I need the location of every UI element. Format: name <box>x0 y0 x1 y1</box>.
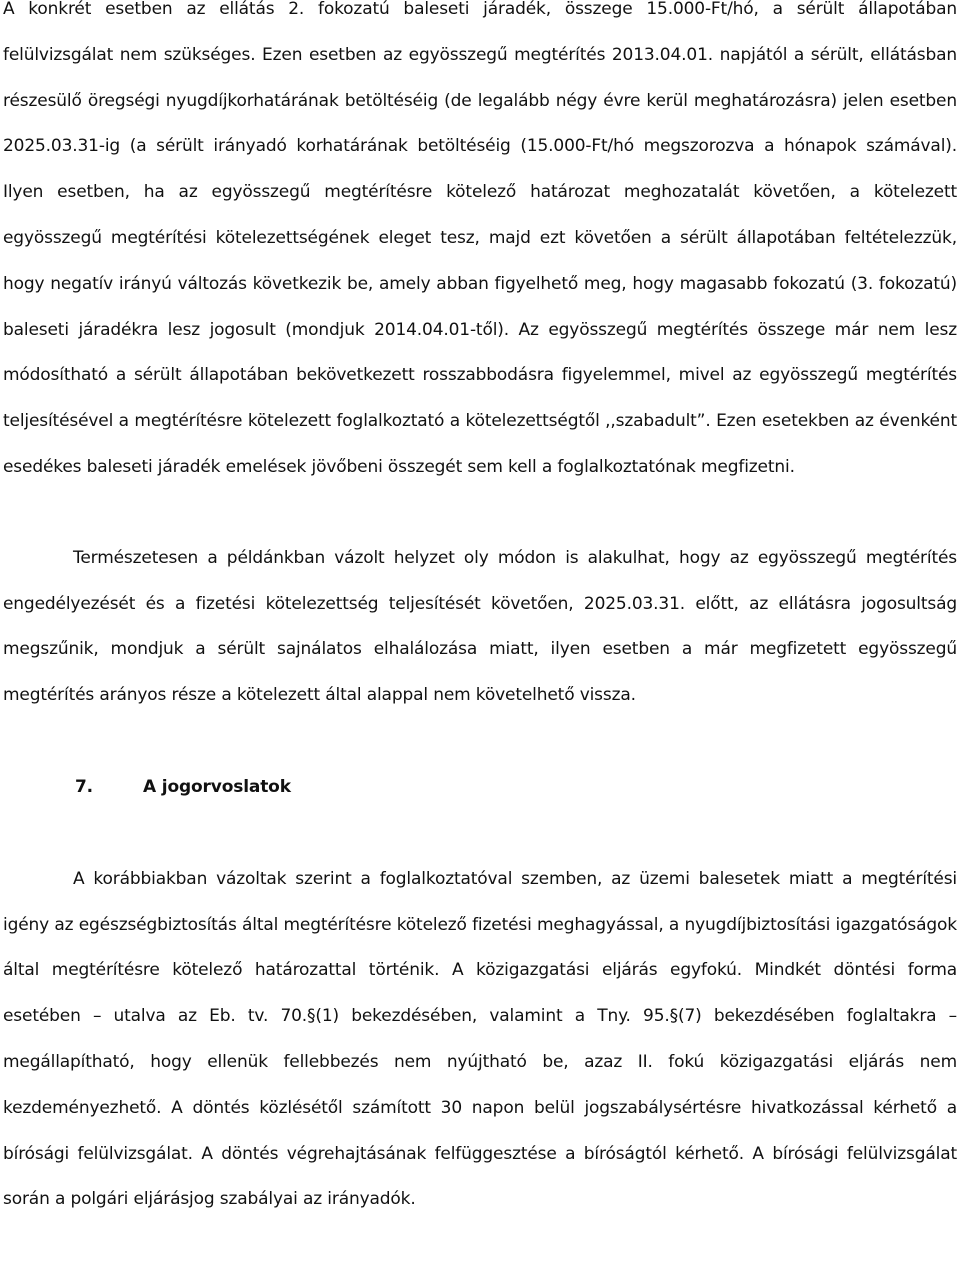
section-number: 7. <box>75 776 93 797</box>
section-title: A jogorvoslatok <box>143 776 291 797</box>
paragraph-alternative-scenario: Természetesen a példánkban vázolt helyzet oly módon is alakulhat, hogy az egyösszegű megtérítés engedélyezését és a fizetési kötelezettség teljesítését követően, 2025.03.31. előtt, az ellátásra jogosultság megszűnik, mondjuk a sérült sajnálatos elhalálozása miatt, ilyen esetben a már megfizetett egyösszegű megtérítés arányos része a kötelezett által alappal nem követelhető vissza. <box>3 547 957 706</box>
paragraph-lump-sum-example: A konkrét esetben az ellátás 2. fokozatú baleseti járadék, összege 15.000-Ft/hó, a sérült állapotában felülvizsgálat nem szükséges. Ezen esetben az egyösszegű megtérítés 2013.04.01. napjától a sérült, ellátásban részesülő öregségi nyugdíjkorhatárának betöltéséig (de legalább négy évre kerül meghatározásra) jelen esetben 2025.03.31-ig (a sérült irányadó korhatárának betöltéséig (15.000-Ft/hó megszorozva a hónapok számával). Ilyen esetben, ha az egyösszegű megtérítésre kötelező határozat meghozatalát követően, a kötelezett egyösszegű megtérítési kötelezettségének eleget tesz, majd ezt követően a sérült állapotában feltételezzük, hogy negatív irányú változás következik be, amely abban figyelhető meg, hogy magasabb fokozatú (3. fokozatú) baleseti járadékra lesz jogosult (mondjuk 2014.04.01-től). Az egyösszegű megtérítés összege már nem lesz módosítható a sérült állapotában bekövetkezett rosszabbodásra figyelemmel, mivel az egyösszegű megtérítés teljesítésével a megtérítésre kötelezett foglalkoztató a kötelezettségtől ,,szabadult”. Ezen esetekben az évenként esedékes baleseti járadék emelések jövőbeni összegét sem kell a foglalkoztatónak megfizetni. <box>3 0 957 477</box>
paragraph-legal-remedies: A korábbiakban vázoltak szerint a foglalkoztatóval szemben, az üzemi balesetek miatt a megtérítési igény az egészségbiztosítás által megtérítésre kötelező fizetési meghagyással, a nyugdíjbiztosítási igazgatóságok által megtérítésre kötelező határozattal történik. A közigazgatási eljárás egyfokú. Mindkét döntési forma esetében – utalva az Eb. tv. 70.§(1) bekezdésében, valamint a Tny. 95.§(7) bekezdésében foglaltakra – megállapítható, hogy ellenük fellebbezés nem nyújtható be, azaz II. fokú közigazgatási eljárás nem kezdeményezhető. A döntés közlésétől számított 30 napon belül jogszabálysértésre hivatkozással kérhető a bírósági felülvizsgálat. A döntés végrehajtásának felfüggesztése a bíróságtól kérhető. A bírósági felülvizsgálat során a polgári eljárásjog szabályai az irányadók. <box>3 868 957 1210</box>
section-heading <box>3 765 957 811</box>
